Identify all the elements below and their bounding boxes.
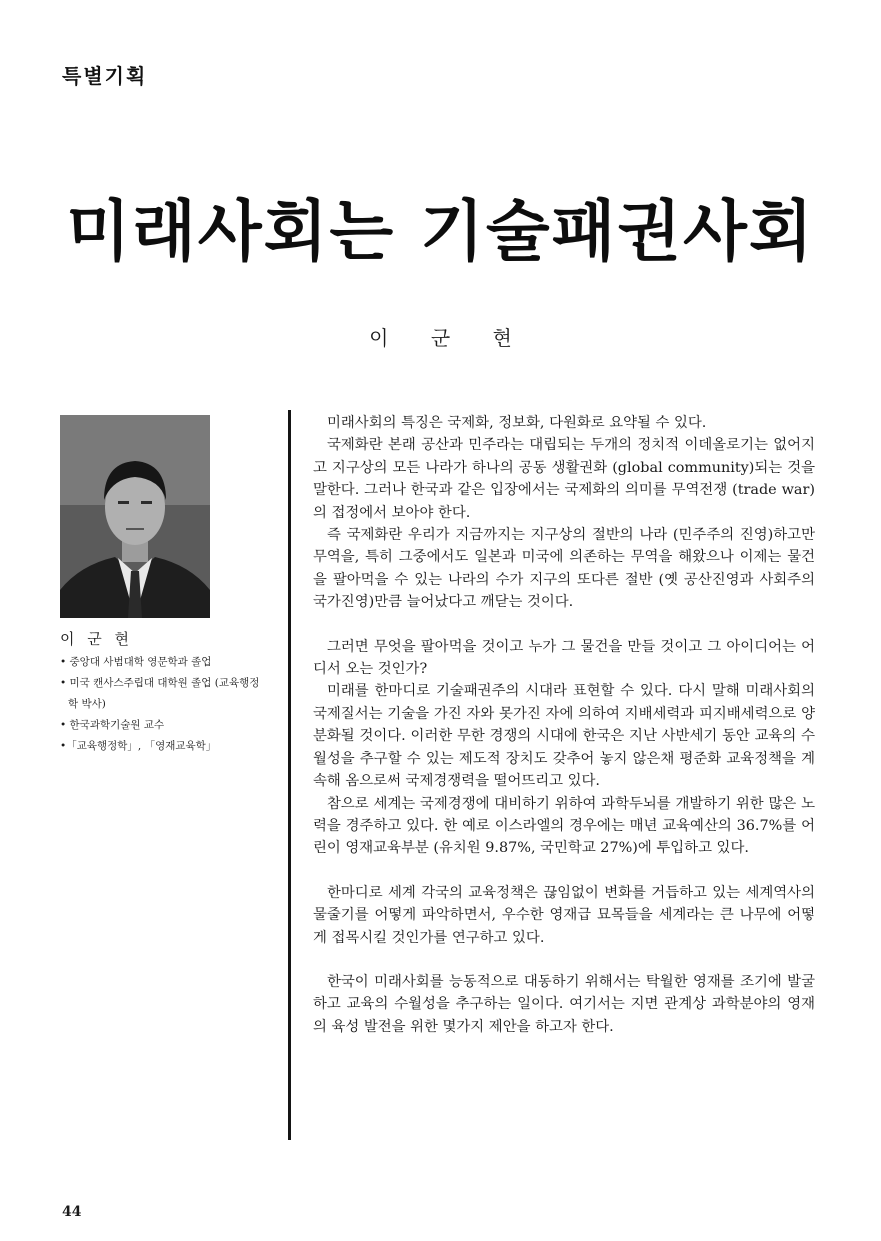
profile-item: • 중앙대 사범대학 영문학과 졸업	[60, 656, 212, 668]
body-paragraph: 미래사회의 특징은 국제화, 정보화, 다원화로 요약될 수 있다.	[327, 415, 707, 431]
body-paragraph: 즉 국제화란 우리가 지금까지는 지구상의 절반의 나라 (민주주의 진영)하고만 무역을, 특히 그중에서도 일본과 미국에 의존하는 무역을 해왔으나 이제는 물건을 팔아먹을 수 있는 나라의 수가 지구의 또다른 절반 (옛 공산진영과 사회주의 국가진영)만큼 늘어났다고 깨닫는 것이다.	[313, 527, 815, 611]
article-title: 미래사회는 기술패권사회	[66, 193, 815, 270]
author-photo	[60, 415, 210, 618]
body-paragraph: 참으로 세계는 국제경쟁에 대비하기 위하여 과학두뇌를 개발하기 위한 많은 노력을 경주하고 있다. 한 예로 이스라엘의 경우에는 매년 교육예산의 36.7%를 어린이 영재교육부분 (유치원 9.87%, 국민학교 27%)에 투입하고 있다.	[313, 795, 815, 857]
body-paragraph: 미래를 한마디로 기술패권주의 시대라 표현할 수 있다. 다시 말해 미래사회의 국제질서는 기술을 가진 자와 못가진 자에 의하여 지배세력과 피지배세력으로 양분화될 것이다. 이러한 무한 경쟁의 시대에 한국은 지난 사반세기 동안 교육의 수월성을 추구할 수 있는 제도적 장치도 갖추어 놓지 않은채 평준화 교육정책을 계속해 옴으로써 국제경쟁력을 떨어뜨리고 있다.	[313, 683, 815, 790]
page-number: 44	[62, 1204, 82, 1220]
body-paragraph: 한마디로 세계 각국의 교육정책은 끊임없이 변화를 거듭하고 있는 세계역사의 물줄기를 어떻게 파악하면서, 우수한 영재급 묘목들을 세계라는 큰 나무에 어떻게 접목시킬 것인가를 연구하고 있다.	[313, 884, 815, 946]
article-body	[313, 412, 815, 1038]
body-paragraph: 한국이 미래사회를 능동적으로 대동하기 위해서는 탁월한 영재를 조기에 발굴하고 교육의 수월성을 추구하는 일이다. 여기서는 지면 관계상 과학분야의 영재의 육성 발전을 위한 몇가지 제안을 하고자 한다.	[313, 973, 815, 1035]
body-paragraph: 국제화란 본래 공산과 민주라는 대립되는 두개의 정치적 이데올로기는 없어지고 지구상의 모든 나라가 하나의 공동 생활권화 (global community)되는 것을 말한다. 그러나 한국과 같은 입장에서는 국제화의 의미를 무역전쟁 (trade war)의 접정에서 보아야 한다.	[313, 437, 815, 521]
column-divider	[288, 410, 291, 1140]
body-paragraph: 그러면 무엇을 팔아먹을 것이고 누가 그 물건을 만들 것이고 그 아이디어는 어디서 오는 것인가?	[313, 638, 815, 678]
profile-item: • 한국과학기술원 교수	[60, 719, 165, 731]
author-byline: 이 군 현	[369, 326, 530, 350]
author-portrait-image	[60, 415, 210, 618]
profile-list	[60, 652, 260, 757]
profile-item: •「교육행정학」, 「영재교육학」	[60, 740, 217, 752]
profile-item: • 미국 캔사스주립대 대학원 졸업 (교육행정학 박사)	[60, 677, 260, 710]
section-label: 특별기획	[62, 64, 148, 88]
profile-name: 이 군 현	[60, 630, 134, 648]
